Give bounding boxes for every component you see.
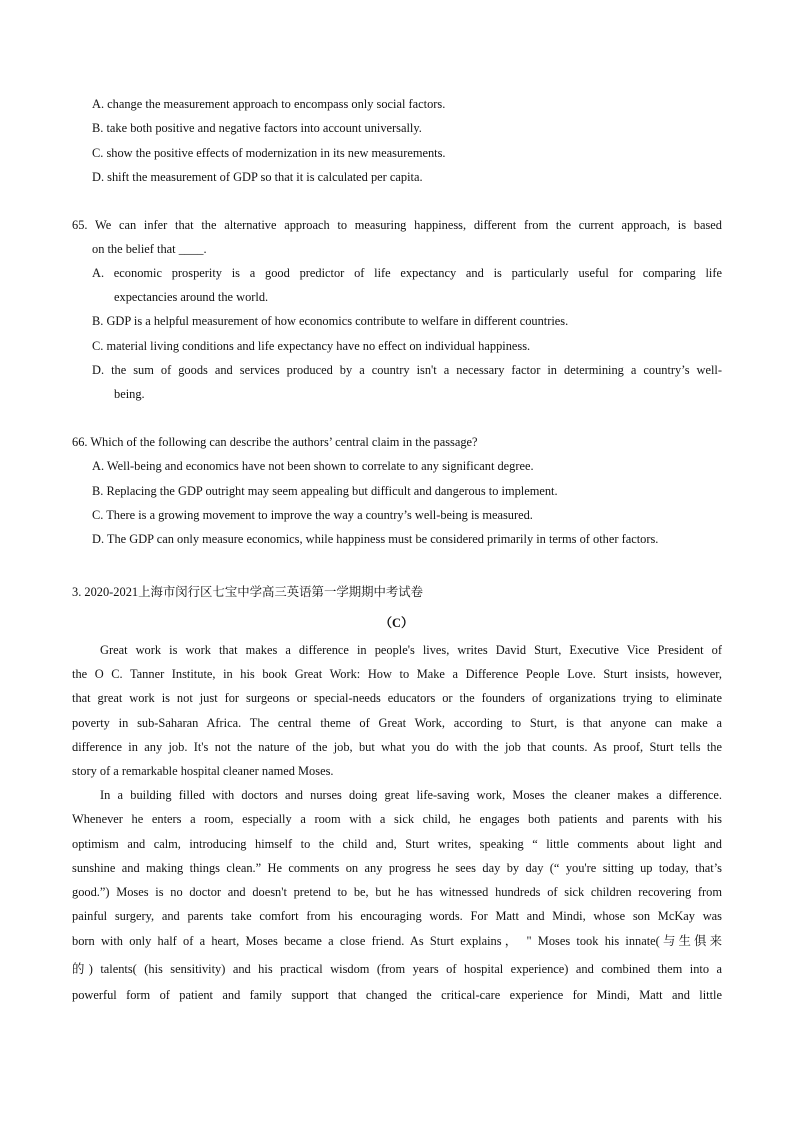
q65-stem-line1: 65. We can infer that the alternative approach to measuring happiness, different from the current approach, is based	[72, 218, 722, 232]
para1-line: difference in any job. It's not the nature of the job, but what you do with the job that counts. As proof, Sturt tells the	[72, 740, 722, 754]
q64-option-b: B. take both positive and negative factors into account universally.	[92, 121, 422, 135]
para1-line: that great work is not just for surgeons or special-needs educators or the founders of organizations trying to eliminate	[72, 691, 722, 705]
para1-line: story of a remarkable hospital cleaner named Moses.	[72, 764, 334, 778]
para2-line: sunshine and making things clean.” He comments on any progress he sees day by day (“ you're sitting up today, that’s	[72, 861, 722, 875]
q65-option-c: C. material living conditions and life expectancy have no effect on individual happiness.	[92, 339, 531, 353]
para2-line: 的) talents( (his sensitivity) and his practical wisdom (from years of hospital experience) and combined them into a	[72, 962, 722, 976]
q65-option-d-line1: D. the sum of goods and services produced by a country isn't a necessary factor in determining a country’s well-	[92, 363, 722, 377]
para2-line: In a building filled with doctors and nurses doing great life-saving work, Moses the cleaner makes a difference.	[100, 788, 722, 802]
para1-line: the O C. Tanner Institute, in his book Great Work: How to Make a Difference People Love. Sturt insists, however,	[72, 667, 722, 681]
q65-option-a-line2: expectancies around the world.	[114, 290, 269, 304]
q66-stem: 66. Which of the following can describe the authors’ central claim in the passage?	[72, 435, 478, 449]
section-heading: 3. 2020-2021上海市闵行区七宝中学高三英语第一学期期中考试卷	[72, 585, 424, 599]
q65-option-a-line1: A. economic prosperity is a good predictor of life expectancy and is particularly useful for comparing life	[92, 266, 722, 280]
q66-option-b: B. Replacing the GDP outright may seem appealing but difficult and dangerous to implement.	[92, 484, 558, 498]
para2-line: optimism and calm, introducing himself to the child and, Sturt writes, speaking “ little comments about light and	[72, 837, 722, 851]
q65-option-b: B. GDP is a helpful measurement of how economics contribute to welfare in different countries.	[92, 314, 569, 328]
part-label: （C）	[379, 616, 414, 630]
q65-option-d-line2: being.	[114, 387, 145, 401]
q66-option-a: A. Well-being and economics have not been shown to correlate to any significant degree.	[92, 459, 534, 473]
q64-option-d: D. shift the measurement of GDP so that it is calculated per capita.	[92, 170, 423, 184]
q64-option-a: A. change the measurement approach to encompass only social factors.	[92, 97, 446, 111]
para2-line: powerful form of patient and family support that changed the critical-care experience for Mindi, Matt and little	[72, 988, 722, 1002]
para1-line: Great work is work that makes a difference in people's lives, writes David Sturt, Executive Vice President of	[100, 643, 722, 657]
q65-stem-line2: on the belief that ____.	[92, 242, 207, 256]
q64-option-c: C. show the positive effects of modernization in its new measurements.	[92, 146, 446, 160]
q66-option-d: D. The GDP can only measure economics, while happiness must be considered primarily in terms of other factors.	[92, 532, 659, 546]
para2-line: Whenever he enters a room, especially a room with a sick child, he engages both patients and parents with his	[72, 812, 722, 826]
q66-option-c: C. There is a growing movement to improve the way a country’s well-being is measured.	[92, 508, 533, 522]
para2-line: good.”) Moses is no doctor and doesn't pretend to be, but he has witnessed hundreds of sick children recovering from	[72, 885, 722, 899]
para2-line: painful surgery, and parents take comfort from his encouraging words. For Matt and Mindi, whose son McKay was	[72, 909, 722, 923]
para2-line: born with only half of a heart, Moses became a close friend. As Sturt explains， " Moses took his innate(与生俱来	[72, 934, 722, 948]
para1-line: poverty in sub-Saharan Africa. The central theme of Great Work, according to Sturt, is that anyone can make a	[72, 716, 722, 730]
